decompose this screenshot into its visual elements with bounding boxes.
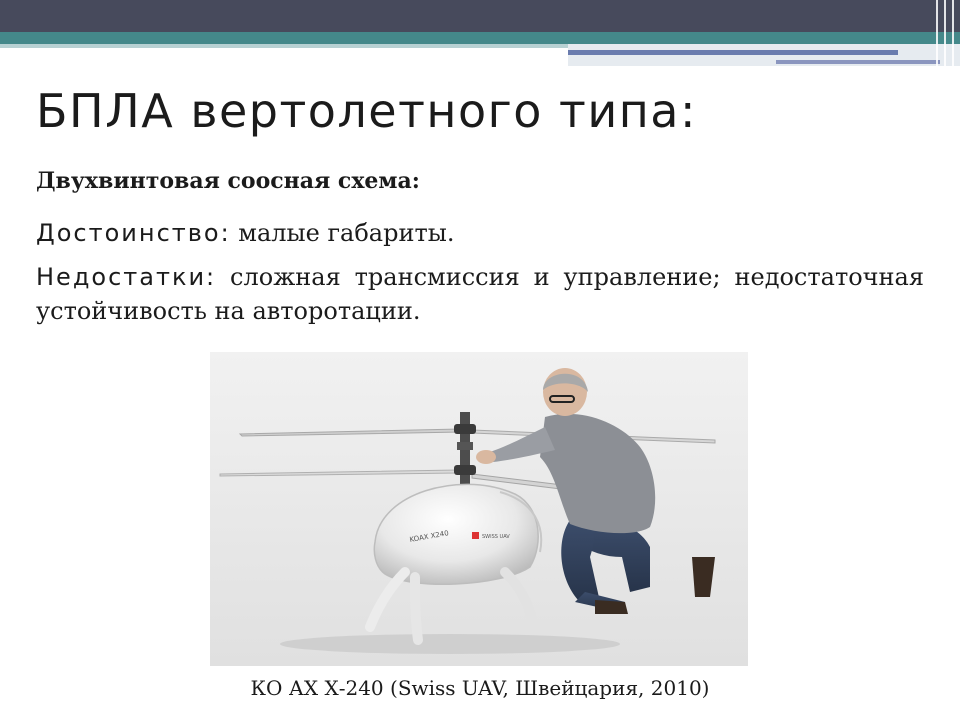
slide-title: БПЛА вертолетного типа: [36,84,697,138]
header-accent-line [568,50,898,55]
top-banner-bar [0,0,960,32]
photo-caption: КО АХ Х-240 (Swiss UAV, Швейцария, 2010) [250,676,710,700]
header-vertical-lines [930,0,960,70]
advantage-line [36,219,454,247]
slide-subtitle: Двухвинтовая соосная схема: [36,168,420,194]
advantage-label: Достоинство: [36,219,231,247]
helicopter-illustration [210,352,748,666]
disadvantage-label: Недостатки: [36,263,217,291]
advantage-text: малые габариты. [230,219,455,247]
disadvantage-text: сложная трансмиссия и управление; недостаточная устойчивость на авторотации. [36,263,924,325]
brand-label: SWISS UAV [482,534,510,540]
teal-accent-strip [0,32,960,44]
disadvantage-paragraph [36,260,924,328]
teal-accent-underline [0,44,570,48]
helicopter-uav-photo [210,352,748,666]
header-accent-line-short [776,60,940,64]
fuselage-label: KOAX X240 [408,529,450,544]
